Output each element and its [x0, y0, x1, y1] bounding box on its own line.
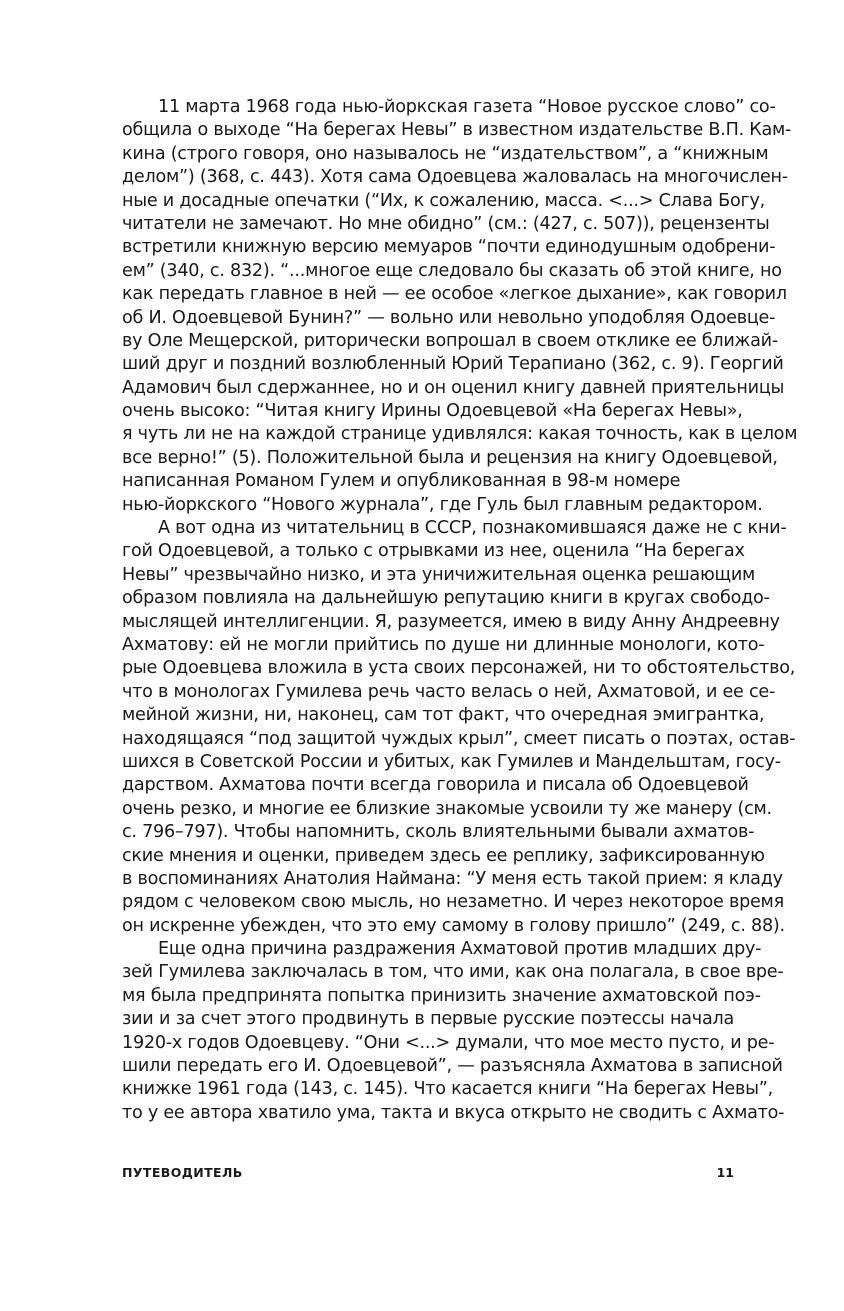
- text-line: мя была предпринята попытка принизить значение ахматовской поэ-: [122, 985, 761, 1006]
- text-line: зей Гумилева заключалась в том, что ими, как она полагала, в свое вре-: [122, 962, 784, 983]
- text-line: встретили книжную версию мемуаров “почти единодушным одобрени-: [122, 237, 776, 258]
- body-text: [122, 96, 798, 1125]
- text-line: А вот одна из читательниц в СССР, познакомившаяся даже не с кни-: [158, 518, 787, 539]
- text-line: 1920-х годов Одоевцеву. “Они <...> думали, что мое место пусто, и ре-: [122, 1032, 775, 1053]
- text-line: мыслящей интеллигенции. Я, разумеется, имею в виду Анну Андреевну: [122, 611, 780, 632]
- text-line: ший друг и поздний возлюбленный Юрий Терапиано (362, с. 9). Георгий: [122, 354, 784, 375]
- text-line: с. 796–797). Чтобы напомнить, сколь влиятельными бывали ахматов-: [122, 822, 755, 843]
- text-line: образом повлияла на дальнейшую репутацию книги в кругах свободо-: [122, 588, 770, 609]
- text-line: как передать главное в ней — ее особое «легкое дыхание», как говорил: [122, 284, 787, 305]
- text-line: рядом с человеком свою мысль, но незаметно. И через некоторое время: [122, 892, 784, 913]
- text-line: дарством. Ахматова почти всегда говорила и писала об Одоевцевой: [122, 775, 749, 796]
- text-line: очень резко, и многие ее близкие знакомые усвоили ту же манеру (см.: [122, 798, 772, 819]
- text-line: Адамович был сдержаннее, но и он оценил книгу давней приятельницы: [122, 377, 785, 398]
- text-line: все верно!” (5). Положительной была и рецензия на книгу Одоевцевой,: [122, 447, 778, 468]
- text-line: читатели не замечают. Но мне обидно” (см.: (427, с. 507)), рецензенты: [122, 213, 770, 234]
- text-line: кина (строго говоря, оно называлось не “издательством”, а “книжным: [122, 143, 769, 164]
- text-line: что в монологах Гумилева речь часто велась о ней, Ахматовой, и ее се-: [122, 681, 776, 702]
- text-line: Невы” чрезвычайно низко, и эта уничижительная оценка решающим: [122, 564, 756, 585]
- text-line: общила о выходе “На берегах Невы” в известном издательстве В.П. Кам-: [122, 120, 792, 141]
- running-title: ПУТЕВОДИТЕЛЬ: [122, 1165, 243, 1180]
- text-line: то у ее автора хватило ума, такта и вкуса открыто не сводить с Ахмато-: [122, 1102, 785, 1123]
- text-line: книжке 1961 года (143, с. 145). Что касается книги “На берегах Невы”,: [122, 1079, 773, 1100]
- text-line: нью-йоркского “Нового журнала”, где Гуль был главным редактором.: [122, 494, 763, 515]
- text-line: он искренне убежден, что это ему самому в голову пришло” (249, с. 88).: [122, 915, 785, 936]
- text-line: ем” (340, с. 832). “...многое еще следовало бы сказать об этой книге, но: [122, 260, 782, 281]
- text-line: об И. Одоевцевой Бунин?” — вольно или невольно уподобляя Одоевце-: [122, 307, 776, 328]
- text-line: 11 марта 1968 года нью-йоркская газета “Новое русское слово” со-: [158, 97, 776, 117]
- text-line: в воспоминаниях Анатолия Наймана: “У меня есть такой прием: я кладу: [122, 868, 783, 889]
- text-line: рые Одоевцева вложила в уста своих персонажей, ни то обстоятельство,: [122, 658, 796, 679]
- text-line: шили передать его И. Одоевцевой”, — разъясняла Ахматова в записной: [122, 1056, 783, 1077]
- page-number: 11: [716, 1165, 734, 1180]
- text-line: ные и досадные опечатки (“Их, к сожалению, масса. <...> Слава Богу,: [122, 190, 765, 211]
- text-line: написанная Романом Гулем и опубликованная в 98-м номере: [122, 471, 681, 492]
- text-line: шихся в Советской России и убитых, как Гумилев и Мандельштам, госу-: [122, 751, 781, 772]
- text-line: Ахматову: ей не могли прийтись по душе ни длинные монологи, кото-: [122, 634, 765, 655]
- text-line: находящаяся “под защитой чуждых крыл”, смеет писать о поэтах, остав-: [122, 728, 796, 749]
- text-line: мейной жизни, ни, наконец, сам тот факт, что очередная эмигрантка,: [122, 705, 765, 726]
- text-line: гой Одоевцевой, а только с отрывками из нее, оценила “На берегах: [122, 541, 745, 562]
- text-line: ву Оле Мещерской, риторически вопрошал в своем отклике ее ближай-: [122, 330, 778, 351]
- text-line: очень высоко: “Читая книгу Ирины Одоевцевой «На берегах Невы»,: [122, 401, 743, 422]
- text-line: Еще одна причина раздражения Ахматовой против младших дру-: [158, 939, 762, 960]
- text-line: ские мнения и оценки, приведем здесь ее реплику, зафиксированную: [122, 845, 765, 866]
- text-line: зии и за счет этого продвинуть в первые русские поэтессы начала: [122, 1009, 734, 1030]
- text-line: я чуть ли не на каждой странице удивлялся: какая точность, как в целом: [122, 424, 798, 445]
- text-line: делом”) (368, с. 443). Хотя сама Одоевцева жаловалась на многочислен-: [122, 167, 788, 188]
